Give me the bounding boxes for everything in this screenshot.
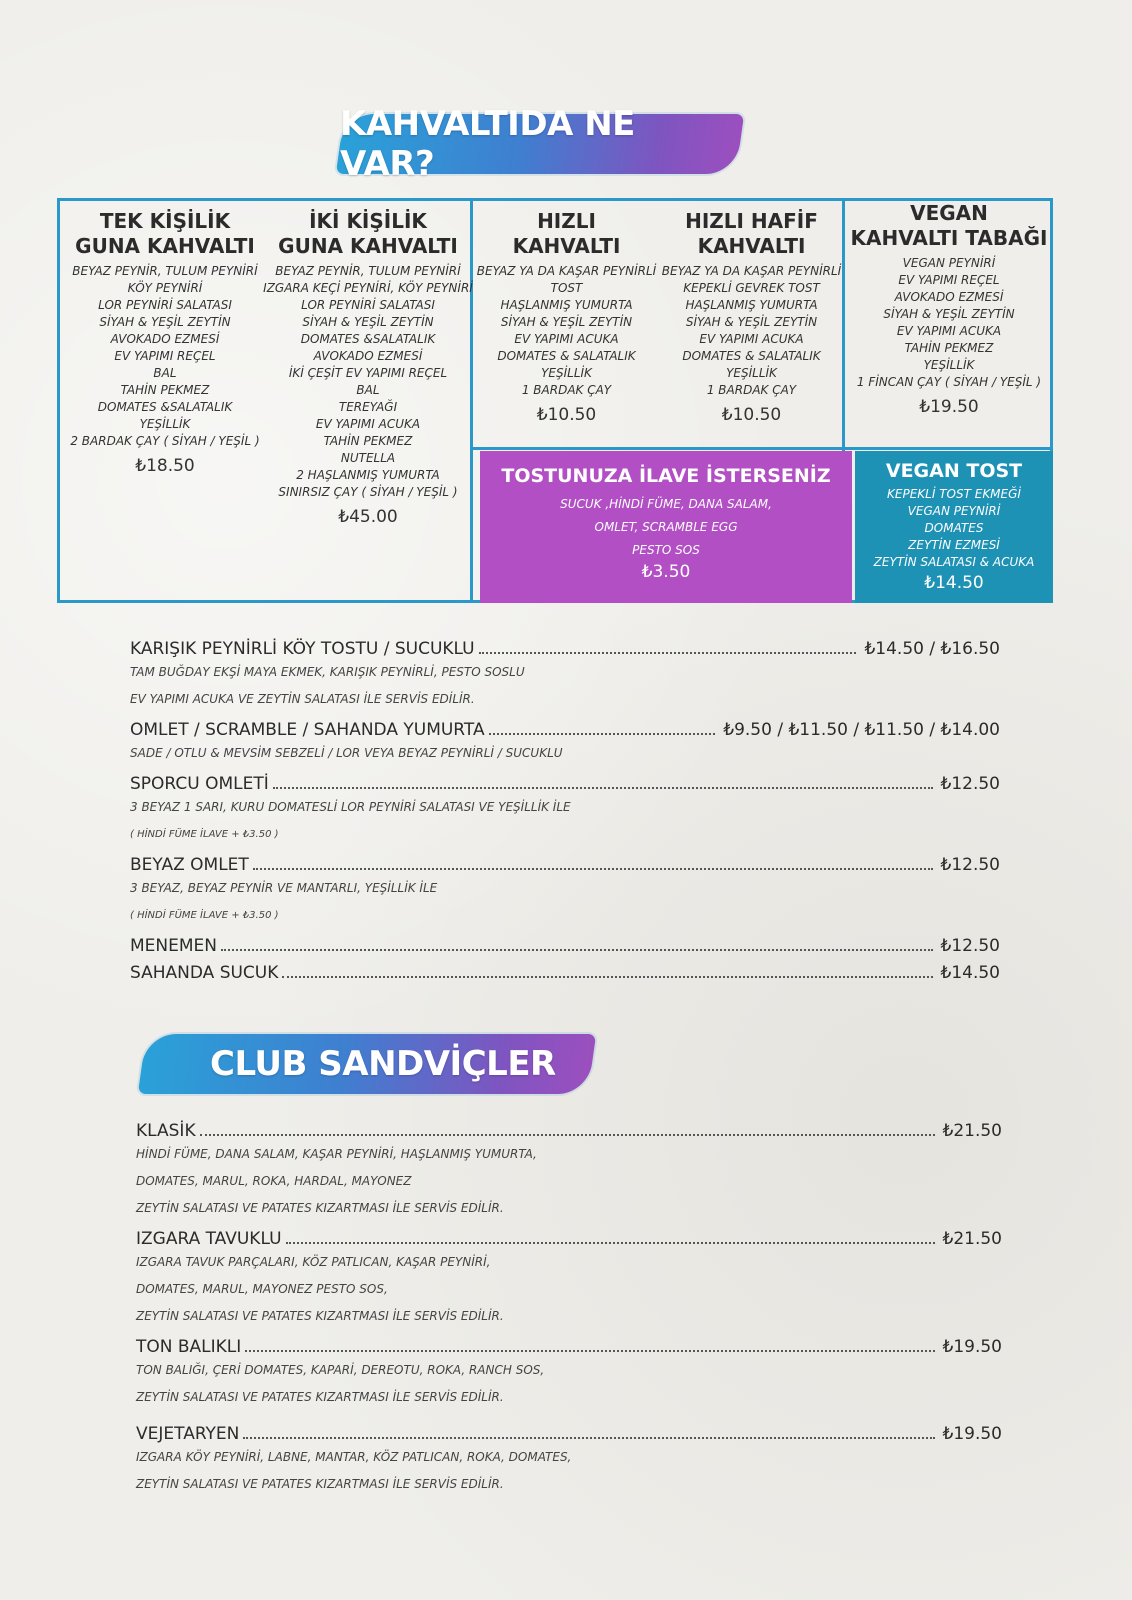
- breakfast-grid: [57, 198, 1053, 603]
- item-list: SUCUK ,HİNDİ FÜME, DANA SALAM, OMLET, SCRAMBLE EGG PESTO SOS: [560, 497, 772, 557]
- price: ₺10.50: [721, 405, 782, 425]
- vegan-tost-title: VEGAN TOST: [885, 460, 1023, 482]
- item-description: ZEYTİN SALATASI VE PATATES KIZARTMASI İLE SERVİS EDİLİR.: [136, 1477, 504, 1491]
- item-description: IZGARA KÖY PEYNİRİ, LABNE, MANTAR, KÖZ PATLICAN, ROKA, DOMATES,: [136, 1450, 572, 1464]
- item-note: ( HİNDİ FÜME İLAVE + ₺3.50 ): [130, 910, 279, 921]
- item-list: BEYAZ PEYNİR, TULUM PEYNİRİ IZGARA KEÇİ PEYNİRİ, KÖY PEYNİRİ LOR PEYNİRİ SALATASI SİYAH & YEŞİL ZEYTİN DOMATES &SALATALIK AVOKADO EZMESİ İKİ ÇEŞİT EV YAPIMI REÇEL BAL TEREYAĞI EV YAPIMI ACUKA TAHİN PEKMEZ NUTELLA 2 HAŞLANMIŞ YUMURTA SINIRSIZ ÇAY ( SİYAH / YEŞİL ): [263, 264, 473, 499]
- item-description: TON BALIĞI, ÇERİ DOMATES, KAPARİ, DEREOTU, ROKA, RANCH SOS,: [136, 1363, 545, 1377]
- item-description: EV YAPIMI ACUKA VE ZEYTİN SALATASI İLE SERVİS EDİLİR.: [130, 692, 475, 706]
- breakfast-dishes-list: [130, 632, 1000, 983]
- column-title: TEK KİŞİLİK GUNA KAHVALTI: [75, 209, 255, 258]
- item-description: ZEYTİN SALATASI VE PATATES KIZARTMASI İLE SERVİS EDİLİR.: [136, 1390, 504, 1404]
- hizli-column: [474, 209, 659, 425]
- banner-title: KAHVALTIDA NE VAR?: [340, 104, 635, 184]
- banner-title: CLUB SANDVİÇLER: [210, 1044, 556, 1084]
- price: ₺14.50: [924, 573, 984, 593]
- extras-box: [480, 451, 852, 603]
- menu-item: TON BALIKLI ₺19.50: [136, 1337, 1002, 1357]
- menu-item: KLASİK ₺21.50: [136, 1121, 1002, 1141]
- price: ₺45.00: [338, 507, 398, 527]
- item-description: 3 BEYAZ, BEYAZ PEYNİR VE MANTARLI, YEŞİLLİK İLE: [130, 881, 438, 895]
- hizli-hafif-column: [659, 209, 844, 425]
- item-description: HİNDİ FÜME, DANA SALAM, KAŞAR PEYNİRİ, HAŞLANMIŞ YUMURTA,: [136, 1147, 537, 1161]
- vegan-column: [846, 201, 1052, 417]
- price: ₺19.50: [919, 397, 979, 417]
- column-title: İKİ KİŞİLİK GUNA KAHVALTI: [278, 209, 458, 258]
- price: ₺18.50: [135, 456, 195, 476]
- menu-item: VEJETARYEN ₺19.50: [136, 1424, 1002, 1444]
- column-title: HIZLI HAFİF KAHVALTI: [685, 209, 818, 258]
- price: ₺10.50: [536, 405, 597, 425]
- item-description: DOMATES, MARUL, MAYONEZ PESTO SOS,: [136, 1282, 388, 1296]
- menu-item: KARIŞIK PEYNİRLİ KÖY TOSTU / SUCUKLU ₺14.50 / ₺16.50: [130, 639, 1000, 659]
- item-note: ( HİNDİ FÜME İLAVE + ₺3.50 ): [130, 829, 279, 840]
- menu-item: BEYAZ OMLET ₺12.50: [130, 855, 1000, 875]
- menu-item: IZGARA TAVUKLU ₺21.50: [136, 1229, 1002, 1249]
- menu-item: OMLET / SCRAMBLE / SAHANDA YUMURTA ₺9.50 / ₺11.50 / ₺11.50 / ₺14.00: [130, 720, 1000, 740]
- item-description: DOMATES, MARUL, ROKA, HARDAL, MAYONEZ: [136, 1174, 412, 1188]
- item-list: BEYAZ PEYNİR, TULUM PEYNİRİ KÖY PEYNİRİ LOR PEYNİRİ SALATASI SİYAH & YEŞİL ZEYTİN AVOKADO EZMESİ EV YAPIMI REÇEL BAL TAHİN PEKMEZ DOMATES &SALATALIK YEŞİLLİK 2 BARDAK ÇAY ( SİYAH / YEŞİL ): [70, 264, 260, 448]
- sandwich-banner: [142, 1034, 592, 1094]
- item-list: KEPEKLİ TOST EKMEĞİ VEGAN PEYNİRİ DOMATES ZEYTİN EZMESİ ZEYTİN SALATASI & ACUKA: [873, 487, 1035, 569]
- vegan-tost-box: [855, 451, 1053, 603]
- item-list: BEYAZ YA DA KAŞAR PEYNİRLİ TOST HAŞLANMIŞ YUMURTA SİYAH & YEŞİL ZEYTİN EV YAPIMI ACUKA DOMATES & SALATALIK YEŞİLLİK 1 BARDAK ÇAY: [476, 264, 657, 397]
- extras-title: TOSTUNUZA İLAVE İSTERSENİZ: [501, 465, 831, 487]
- item-description: TAM BUĞDAY EKŞİ MAYA EKMEK, KARIŞIK PEYNİRLİ, PESTO SOSLU: [130, 665, 525, 679]
- item-description: ZEYTİN SALATASI VE PATATES KIZARTMASI İLE SERVİS EDİLİR.: [136, 1201, 504, 1215]
- item-list: BEYAZ YA DA KAŞAR PEYNİRLİ KEPEKLİ GEVREK TOST HAŞLANMIŞ YUMURTA SİYAH & YEŞİL ZEYTİN EV YAPIMI ACUKA DOMATES & SALATALIK YEŞİLLİK 1 BARDAK ÇAY: [661, 264, 842, 397]
- item-description: IZGARA TAVUK PARÇALARI, KÖZ PATLICAN, KAŞAR PEYNİRİ,: [136, 1255, 491, 1269]
- tek-kisilik-column: [60, 209, 270, 476]
- column-title: HIZLI KAHVALTI: [512, 209, 621, 258]
- sandwich-list: [136, 1114, 1002, 1498]
- column-title: VEGAN KAHVALTI TABAĞI: [850, 201, 1048, 250]
- iki-kisilik-column: [262, 209, 474, 527]
- menu-item: SPORCU OMLETİ ₺12.50: [130, 774, 1000, 794]
- menu-item: SAHANDA SUCUK ₺14.50: [130, 963, 1000, 983]
- item-description: SADE / OTLU & MEVSİM SEBZELİ / LOR VEYA BEYAZ PEYNİRLİ / SUCUKLU: [130, 746, 563, 760]
- price: ₺3.50: [641, 562, 691, 582]
- breakfast-banner: [340, 104, 740, 184]
- divider: [473, 447, 1053, 450]
- menu-item: MENEMEN ₺12.50: [130, 936, 1000, 956]
- item-list: VEGAN PEYNİRİ EV YAPIMI REÇEL AVOKADO EZMESİ SİYAH & YEŞİL ZEYTİN EV YAPIMI ACUKA TAHİN PEKMEZ YEŞİLLİK 1 FİNCAN ÇAY ( SİYAH / YEŞİL ): [856, 256, 1042, 389]
- item-description: ZEYTİN SALATASI VE PATATES KIZARTMASI İLE SERVİS EDİLİR.: [136, 1309, 504, 1323]
- item-description: 3 BEYAZ 1 SARI, KURU DOMATESLİ LOR PEYNİRİ SALATASI VE YEŞİLLİK İLE: [130, 800, 571, 814]
